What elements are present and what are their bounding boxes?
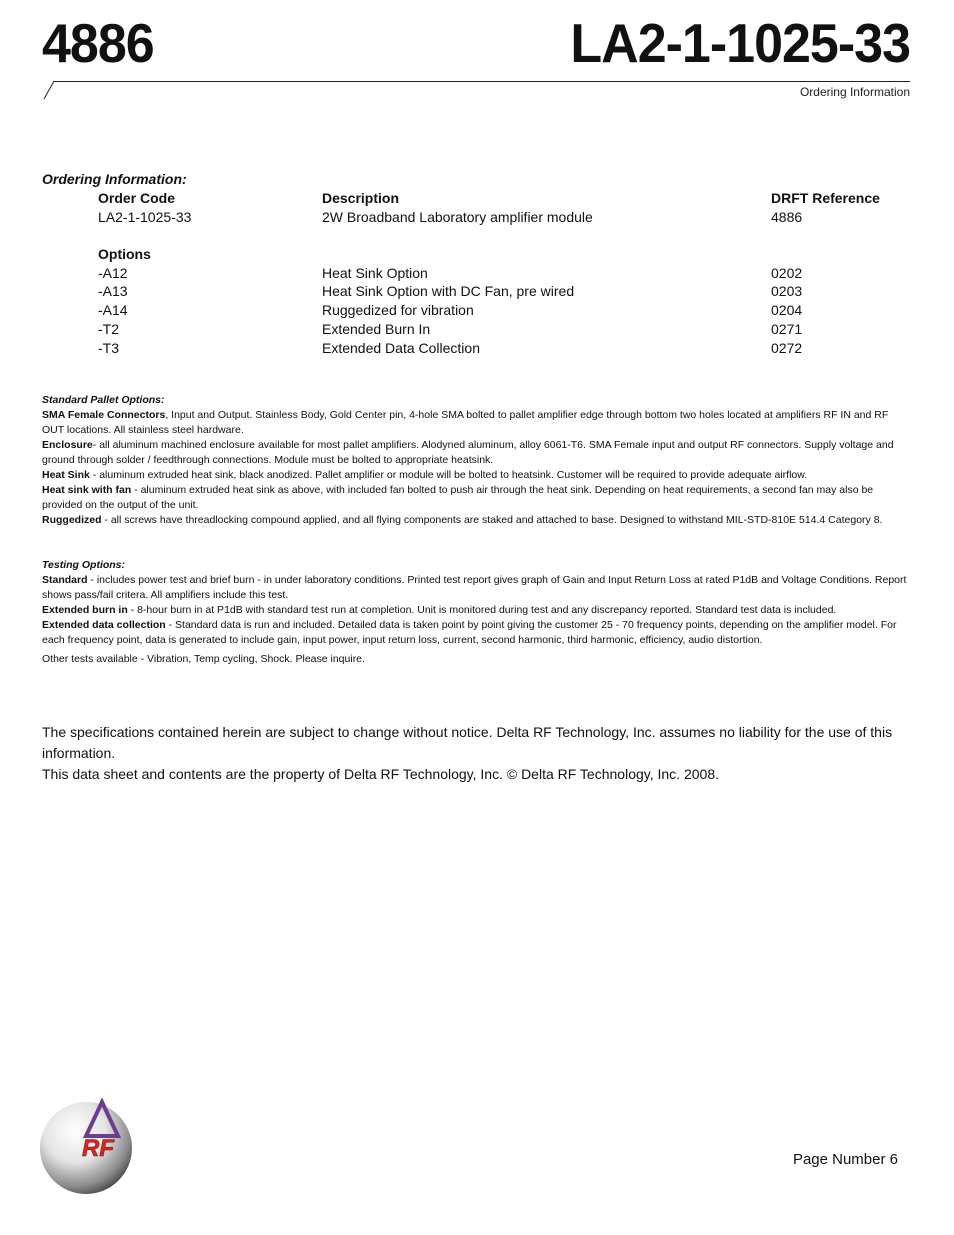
drft-reference: 0204 xyxy=(771,302,803,319)
item-term: Heat sink with fan xyxy=(42,484,132,496)
item-text: - all screws have threadlocking compound applied, and all flying components are staked and attached to base. Designed to withstand MIL-STD-810E 514.4 Category 8. xyxy=(101,514,883,526)
drft-reference: 0203 xyxy=(771,283,803,300)
pallet-options-section xyxy=(42,393,912,528)
item-term: SMA Female Connectors xyxy=(42,409,166,421)
order-code: -T2 xyxy=(98,320,119,337)
item-term: Extended burn in xyxy=(42,604,128,616)
testing-options-section xyxy=(42,558,912,667)
delta-rf-logo-icon xyxy=(38,1098,136,1196)
testing-options-title: Testing Options: xyxy=(42,559,126,571)
item-term: Ruggedized xyxy=(42,514,102,526)
disclaimer-line: This data sheet and contents are the property of Delta RF Technology, Inc. © Delta RF Technology, Inc. 2008. xyxy=(42,766,719,782)
item-term: Heat Sink xyxy=(42,469,90,481)
description: Extended Data Collection xyxy=(322,339,480,356)
order-code: -A13 xyxy=(98,283,128,300)
table-row xyxy=(98,282,918,301)
header-doc-number: 4886 xyxy=(42,13,154,75)
disclaimer-line: The specifications contained herein are subject to change without notice. Delta RF Technology, Inc. assumes no liability for the use of this information. xyxy=(42,724,893,761)
description: Extended Burn In xyxy=(322,320,431,337)
order-code: -A14 xyxy=(98,302,128,319)
item-text: - aluminum extruded heat sink as above, with included fan bolted to push air through the heat sink. Depending on heat requirements, a second fan may also be provided on the output of the unit. xyxy=(42,484,874,511)
list-item xyxy=(42,513,912,528)
order-code: -T3 xyxy=(98,339,119,356)
pallet-options-title: Standard Pallet Options: xyxy=(42,394,165,406)
item-term: Enclosure xyxy=(42,439,93,451)
drft-reference: 0202 xyxy=(771,264,803,281)
list-item xyxy=(42,438,912,468)
drft-reference: 0271 xyxy=(771,320,803,337)
description: 2W Broadband Laboratory amplifier module xyxy=(322,208,593,225)
item-text: - all aluminum machined enclosure available for most pallet amplifiers. Alodyned aluminum, alloy 6061-T6. SMA Female input and output RF connectors. Supply voltage and ground through solder / feedthrough connections. Module must be bolted to appropriate heatsink. xyxy=(42,439,894,466)
options-label: Options xyxy=(98,246,151,263)
item-term: Standard xyxy=(42,574,88,586)
table-row xyxy=(98,264,918,283)
drft-reference: 4886 xyxy=(771,208,803,225)
list-item xyxy=(42,408,912,438)
list-item xyxy=(42,483,912,513)
column-header-order-code: Order Code xyxy=(98,190,176,206)
list-item xyxy=(42,618,912,648)
description: Heat Sink Option with DC Fan, pre wired xyxy=(322,283,575,300)
disclaimer xyxy=(42,722,922,785)
item-term: Extended data collection xyxy=(42,619,166,631)
item-text: - includes power test and brief burn - in under laboratory conditions. Printed test report gives graph of Gain and Input Return Loss at rated P1dB and Voltage Conditions. Report shows pass/fail critera. All amplifiers include this test. xyxy=(42,574,907,601)
description: Heat Sink Option xyxy=(322,264,428,281)
order-code: -A12 xyxy=(98,264,128,281)
column-header-description: Description xyxy=(322,190,400,206)
table-row xyxy=(98,208,918,227)
other-tests-note: Other tests available - Vibration, Temp cycling, Shock. Please inquire. xyxy=(42,653,365,665)
header-rule xyxy=(54,81,910,82)
column-header-drft-reference: DRFT Reference xyxy=(771,190,880,206)
header-model-number: LA2-1-1025-33 xyxy=(570,13,910,75)
list-item xyxy=(42,603,912,618)
table-row xyxy=(98,320,918,339)
drft-reference: 0272 xyxy=(771,339,803,356)
description: Ruggedized for vibration xyxy=(322,302,474,319)
item-text: - aluminum extruded heat sink, black anodized. Pallet amplifier or module will be bolted to heatsink. Customer will be required to provide adequate airflow. xyxy=(89,469,808,481)
logo-text: RF xyxy=(82,1135,114,1162)
ordering-title: Ordering Information: xyxy=(42,171,187,187)
table-row xyxy=(98,301,918,320)
header-section-label: Ordering Information xyxy=(799,85,910,99)
list-item xyxy=(42,468,912,483)
page-number: Page Number 6 xyxy=(792,1151,898,1168)
order-code: LA2-1-1025-33 xyxy=(98,208,192,225)
item-text: , Input and Output. Stainless Body, Gold Center pin, 4-hole SMA bolted to pallet amplifier edge through bottom two holes located at amplifiers RF IN and RF OUT locations. All stainless steel hardware. xyxy=(42,409,889,436)
ordering-table xyxy=(98,189,918,357)
header-slash-icon xyxy=(42,80,56,102)
item-text: - Standard data is run and included. Detailed data is taken point by point giving the customer 25 - 70 frequency points, depending on the amplifier model. For each frequency point, data is generated to include gain, input power, input return loss, current, second harmonic, third harmonic, efficiency, audio distortion. xyxy=(42,619,897,646)
item-text: - 8-hour burn in at P1dB with standard test run at completion. Unit is monitored during test and any discrepancy reported. Standard test data is included. xyxy=(127,604,837,616)
options-label-row xyxy=(98,245,918,264)
spacer-row xyxy=(98,226,918,245)
table-row xyxy=(98,339,918,358)
ordering-header-row xyxy=(98,189,918,208)
list-item xyxy=(42,573,912,603)
